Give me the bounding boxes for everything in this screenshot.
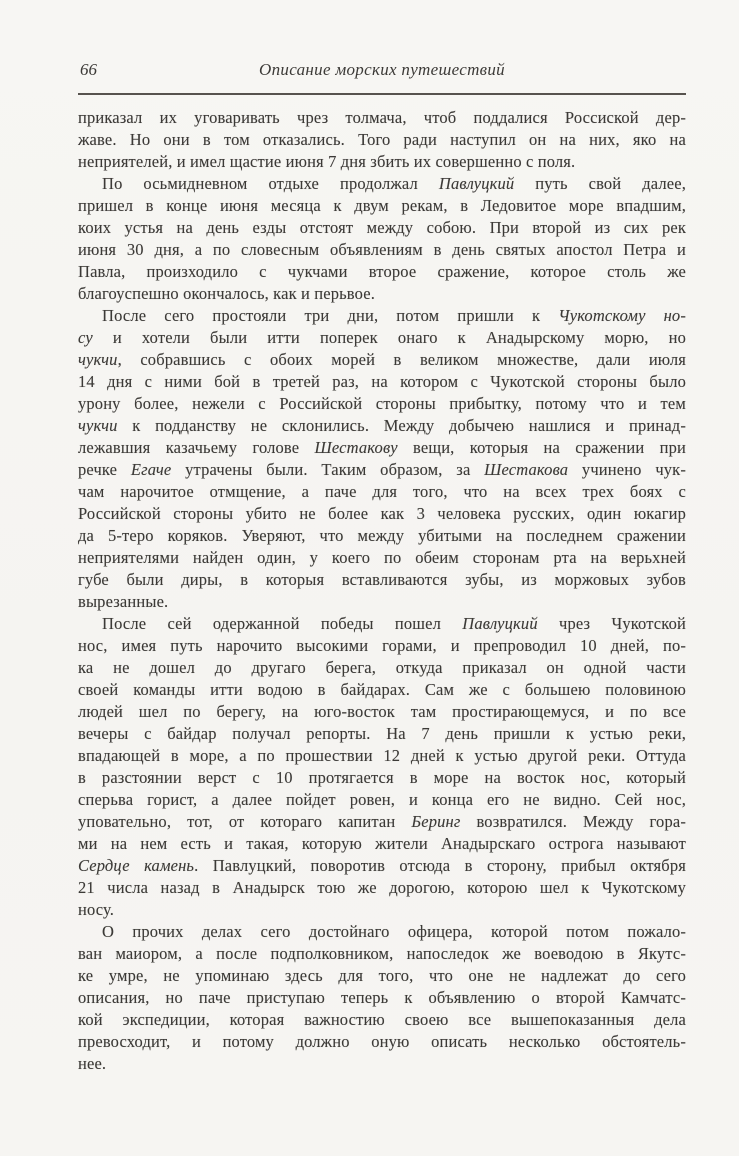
text-line: Сердце камень. Павлуцкий, поворотив отсюда в сторону, прибыл октября bbox=[78, 856, 686, 875]
text-line: После сей одержанной победы пошел Павлуцкий чрез Чукотской bbox=[102, 614, 686, 633]
text-line: нос, имея путь нарочито высокими горами, и препроводил 10 дней, по- bbox=[78, 636, 686, 655]
text-line: жаве. Но они в том отказались. Того ради наступил он на них, яко на bbox=[78, 130, 686, 149]
text-line: су и хотели были итти поперек онаго к Анадырскому морю, но bbox=[78, 328, 686, 347]
text-line: июня 30 дня, а по словесным объявлениям в день святых апостол Петра и bbox=[78, 240, 686, 259]
text-line: лежавшия казачьему голове Шестакову вещи, которыя на сражении при bbox=[78, 438, 686, 457]
text-line: 21 числа назад в Анадырск тою же дорогою, которою шел к Чукотскому bbox=[78, 878, 686, 897]
body-text bbox=[78, 107, 686, 1075]
text-line: неприятелей, и имел щастие июня 7 дня збить их совершенно с поля. bbox=[78, 152, 576, 171]
text-line: неприятелями найден один, у коего по обеим сторонам рта на верьхней bbox=[78, 548, 686, 567]
text-line: своей команды итти водою в байдарах. Сам же с большею половиною bbox=[78, 680, 686, 699]
text-line: О прочих делах сего достойнаго офицера, которой потом пожало- bbox=[102, 922, 686, 941]
page-header bbox=[78, 58, 686, 82]
text-line: сперьва горист, а далее пойдет ровен, и конца его не видно. Сей нос, bbox=[78, 790, 686, 809]
text-line: чам нарочитое отмщение, а паче для того, что на всех трех боях с bbox=[78, 482, 686, 501]
text-line: 14 дня с ними бой в третей раз, на котором с Чукотской стороны было bbox=[78, 372, 686, 391]
page-number: 66 bbox=[80, 60, 97, 79]
text-line: губе были диры, в которыя вставливаются зубы, из моржовых зубов bbox=[78, 570, 686, 589]
text-line: По осьмидневном отдыхе продолжал Павлуцкий путь свой далее, bbox=[102, 174, 686, 193]
text-line: урону более, нежели с Российской стороны прибытку, потому что и тем bbox=[78, 394, 686, 413]
text-line: приказал их уговаривать чрез толмача, чтоб поддалися Россиской дер- bbox=[78, 108, 686, 127]
text-line: После сего простояли три дни, потом пришли к Чукотскому но- bbox=[102, 306, 686, 325]
text-line: пришел в конце июня месяца к двум рекам, в Ледовитое море впадшим, bbox=[78, 196, 686, 215]
text-line: ван маиором, а после подполковником, напоследок же воеводою в Якутс- bbox=[78, 944, 686, 963]
text-line: Павла, произходило с чукчами второе сражение, которое столь же bbox=[78, 262, 686, 281]
text-line: благоуспешно окончалось, как и перьвое. bbox=[78, 284, 375, 303]
text-line: чукчи к подданству не склонились. Между добычею нашлися и принад- bbox=[78, 416, 686, 435]
text-line: вырезанные. bbox=[78, 592, 169, 611]
text-line: Российской стороны убито не более как 3 человека русских, один юкагир bbox=[78, 504, 686, 523]
text-line: ке умре, не упоминаю здесь для того, что оне не надлежат до сего bbox=[78, 966, 686, 985]
text-line: кой экспедиции, которая важностию своею все вышепоказанныя дела bbox=[78, 1010, 686, 1029]
text-line: чукчи, собравшись с обоих морей в великом множестве, дали июля bbox=[78, 350, 686, 369]
text-line: описания, но паче приступаю теперь к объявлению о второй Камчатс- bbox=[78, 988, 686, 1007]
text-line: коих устья на день езды отстоят между собою. При второй из сих рек bbox=[78, 218, 686, 237]
text-line: ми на нем есть и такая, которую жители Анадырскаго острога называют bbox=[78, 834, 686, 853]
text-line: уповательно, тот, от котораго капитан Беринг возвратился. Между гора- bbox=[78, 812, 686, 831]
text-line: вечеры с байдар получал репорты. На 7 день пришли к устью реки, bbox=[78, 724, 686, 743]
text-line: нее. bbox=[78, 1054, 107, 1073]
text-line: речке Егаче утрачены были. Таким образом, за Шестакова учинено чук- bbox=[78, 460, 686, 479]
text-line: ка не дошел до другаго берега, откуда приказал он одной части bbox=[78, 658, 686, 677]
text-line: да 5-теро коряков. Уверяют, что между убитыми на последнем сражении bbox=[78, 526, 686, 545]
header-rule bbox=[78, 93, 686, 95]
text-line: носу. bbox=[78, 900, 115, 919]
text-line: впадающей в море, а по прошествии 12 дней к устью другой реки. Оттуда bbox=[78, 746, 686, 765]
running-head: Описание морских путешествий bbox=[259, 60, 505, 79]
text-line: людей шел по берегу, на юго-восток там простирающемуся, и по все bbox=[78, 702, 686, 721]
text-line: в разстоянии верст с 10 протягается в море на восток нос, который bbox=[78, 768, 686, 787]
text-line: превосходит, и потому должно оную описать несколько обстоятель- bbox=[78, 1032, 686, 1051]
